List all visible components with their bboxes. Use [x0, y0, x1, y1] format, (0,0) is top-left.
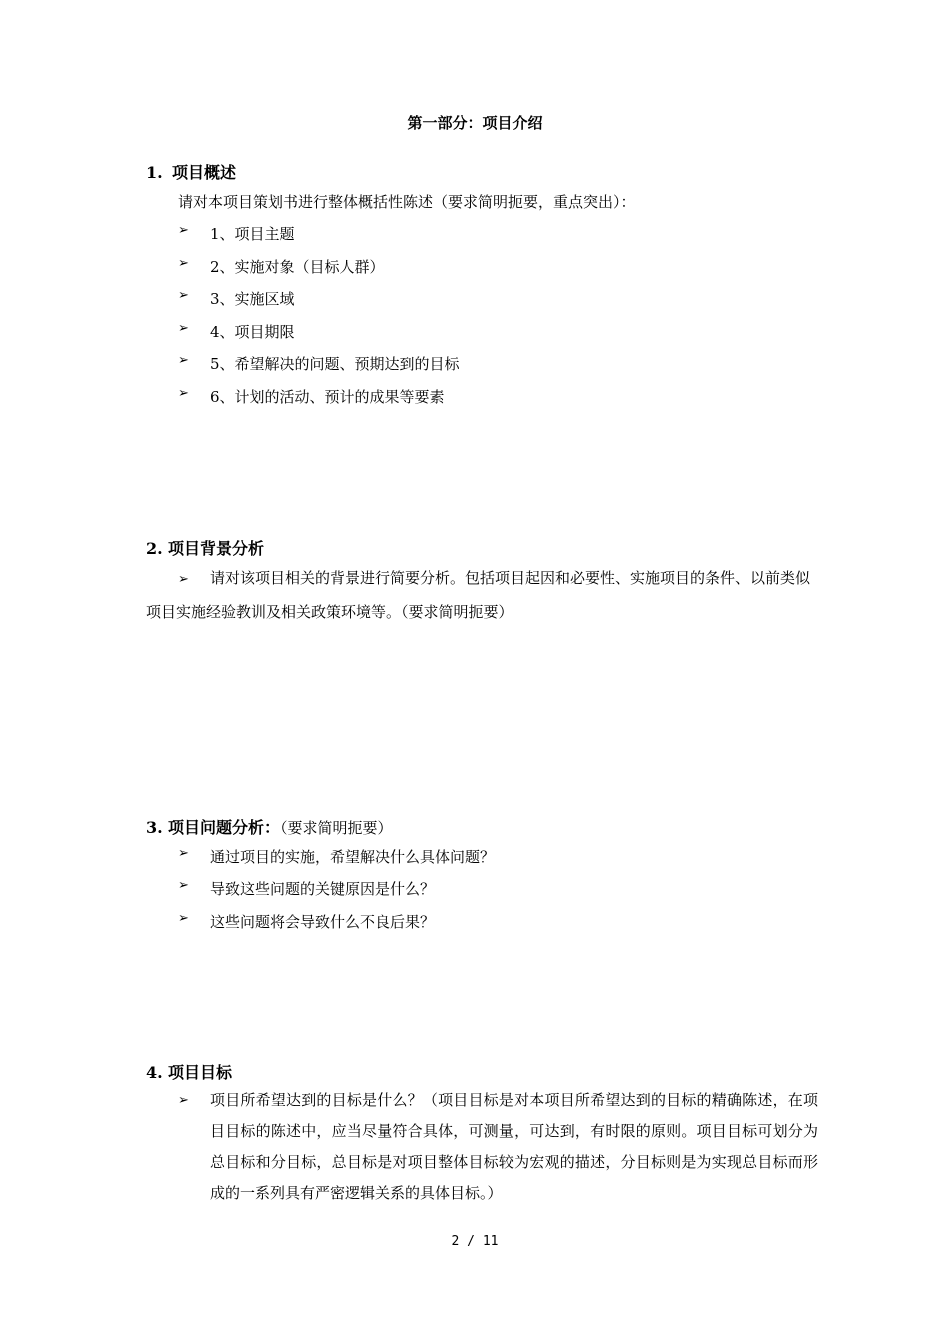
section-3-note: （要求简明扼要） [280, 819, 393, 837]
part-title: 第一部分：项目介绍 [407, 114, 543, 132]
section-1-number: 1. [146, 163, 163, 182]
section-1-intro: 请对本项目策划书进行整体概括性陈述（要求简明扼要，重点突出）： [178, 193, 636, 211]
section-2-heading [146, 536, 264, 559]
arrow-bullet-icon: ➢ [178, 846, 189, 861]
page-number: 2 / 11 [451, 1234, 499, 1249]
arrow-bullet-icon: ➢ [178, 386, 189, 401]
section-4-title: 项目目标 [168, 1063, 233, 1082]
section-1-heading [146, 160, 236, 183]
section-2-title: 项目背景分析 [168, 539, 265, 558]
section-4-heading [146, 1060, 232, 1083]
section-1-title: 项目概述 [172, 163, 237, 182]
list-item-text: 4、项目期限 [210, 323, 295, 341]
arrow-bullet-icon: ➢ [178, 353, 189, 368]
list-item-text: 导致这些问题的关键原因是什么？ [210, 880, 436, 898]
list-item [178, 911, 435, 932]
section-4-text: 项目所希望达到的目标是什么？（项目目标是对本项目所希望达到的目标的精确陈述，在项目目标的陈述中，应当尽量符合具体，可测量，可达到，有时限的原则。项目目标可划分为总目标和分目标，总目标是对项目整体目标较为宏观的描述，分目标则是为实现总目标而形成的一系列具有严密逻辑关系的具体目标。） [210, 1091, 818, 1202]
section-4-number: 4. [146, 1063, 163, 1082]
arrow-bullet-icon: ➢ [178, 256, 189, 271]
arrow-bullet-icon: ➢ [178, 223, 189, 238]
section-4-paragraph [178, 1085, 818, 1209]
arrow-bullet-icon: ➢ [178, 572, 189, 587]
list-item [178, 223, 295, 244]
list-item [178, 256, 385, 277]
list-item [178, 846, 495, 867]
arrow-bullet-icon: ➢ [178, 288, 189, 303]
section-3-heading [146, 815, 393, 838]
section-2-text: 请对该项目相关的背景进行简要分析。包括项目起因和必要性、实施项目的条件、以前类似项目实施经验教训及相关政策环境等。（要求简明扼要） [146, 569, 811, 621]
section-3-title: 项目问题分析： [168, 818, 281, 837]
arrow-bullet-icon: ➢ [178, 321, 189, 336]
list-item-text: 6、计划的活动、预计的成果等要素 [210, 388, 445, 406]
section-3-number: 3. [146, 818, 163, 837]
list-item [178, 878, 435, 899]
list-item [178, 386, 445, 407]
list-item-text: 3、实施区域 [210, 290, 295, 308]
arrow-bullet-icon: ➢ [178, 1093, 189, 1108]
list-item [178, 321, 295, 342]
section-2-paragraph [146, 562, 816, 628]
list-item-text: 1、项目主题 [210, 225, 295, 243]
list-item [178, 353, 460, 374]
list-item-text: 2、实施对象（目标人群） [210, 258, 385, 276]
arrow-bullet-icon: ➢ [178, 878, 189, 893]
list-item-text: 通过项目的实施，希望解决什么具体问题？ [210, 848, 496, 866]
arrow-bullet-icon: ➢ [178, 911, 189, 926]
list-item-text: 5、希望解决的问题、预期达到的目标 [210, 355, 460, 373]
section-2-number: 2. [146, 539, 163, 558]
list-item [178, 288, 295, 309]
list-item-text: 这些问题将会导致什么不良后果？ [210, 913, 436, 931]
